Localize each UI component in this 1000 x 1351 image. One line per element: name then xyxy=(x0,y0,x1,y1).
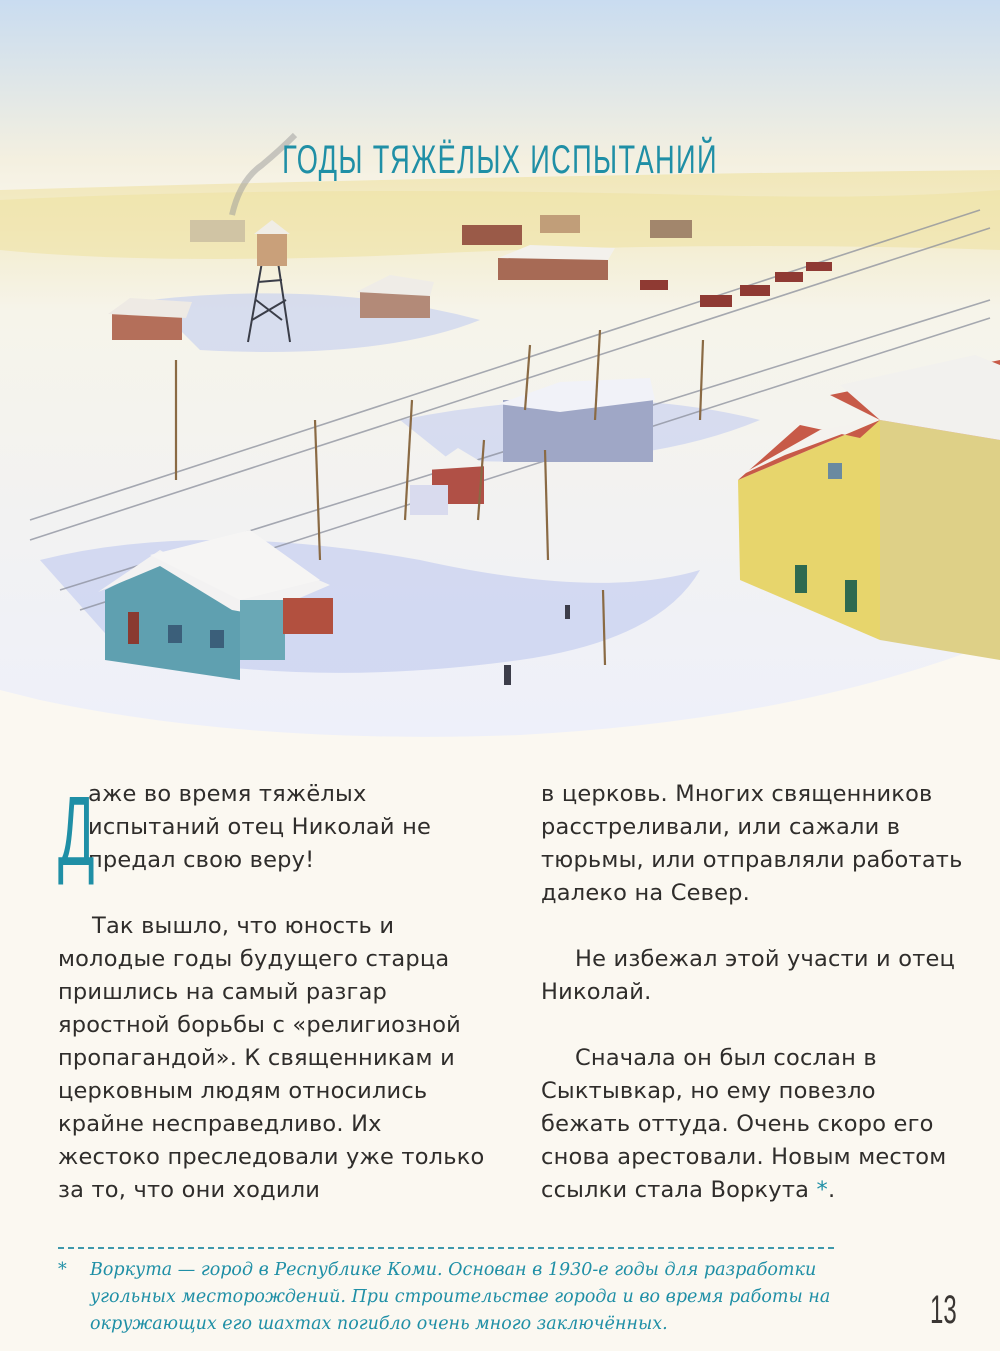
paragraph-4 xyxy=(541,1042,971,1207)
footnote-text: Воркута — город в Республике Коми. Основан в 1930-е годы для разработки угольных месторождений. При строительстве города и во время работы на окружающих его шахтах погибло очень много заключённых. xyxy=(90,1260,831,1334)
paragraph-2: Так вышло, что юность и молодые годы будущего старца пришлись на самый разгар яростной борьбы с «религиозной пропагандой». К священникам и церковным людям относились крайне несправедливо. Их жестоко преследовали уже только за то, что они ходили xyxy=(58,913,485,1203)
paragraph-3: Не избежал этой участи и отец Николай. xyxy=(541,946,956,1005)
paragraph-4-text: Сначала он был сослан в Сыктывкар, но ему повезло бежать оттуда. Очень скоро его снова арестовали. Новым местом ссылки стала Воркута xyxy=(541,1045,947,1203)
text-column-right xyxy=(541,778,971,1240)
paragraph-1 xyxy=(58,776,488,886)
paragraph-4-end: . xyxy=(827,1177,836,1203)
page-number: 13 xyxy=(930,1288,957,1332)
paragraph-2-continued: в церковь. Многих священников расстреливали, или сажали в тюрьмы, или отправляли работать далеко на Север. xyxy=(541,781,963,906)
footnote-marker: * xyxy=(816,1177,828,1203)
paragraph-1-text: аже во время тяжёлых испытаний отец Николай не предал свою веру! xyxy=(88,781,432,873)
text-column-left xyxy=(58,778,488,1240)
page-title: ГОДЫ ТЯЖЁЛЫХ ИСПЫТАНИЙ xyxy=(282,138,718,182)
footnote-divider xyxy=(58,1247,834,1249)
footnote-asterisk: * xyxy=(58,1260,67,1280)
drop-cap: Д xyxy=(58,776,95,886)
